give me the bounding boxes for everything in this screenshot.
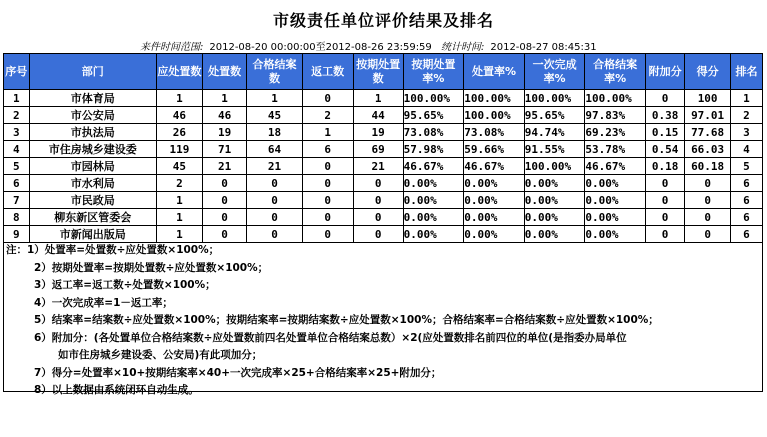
table-cell: 0 xyxy=(302,175,353,192)
table-cell: 46.67% xyxy=(403,158,464,175)
column-header: 得分 xyxy=(685,54,731,90)
table-header-row xyxy=(4,54,763,90)
table-cell: 0 xyxy=(247,175,302,192)
table-row xyxy=(4,192,763,209)
table-cell: 0.00% xyxy=(403,226,464,243)
table-cell: 71 xyxy=(202,141,247,158)
table-cell: 100.00% xyxy=(403,90,464,107)
table-cell: 46.67% xyxy=(585,158,646,175)
table-cell: 0 xyxy=(302,90,353,107)
table-cell: 45 xyxy=(247,107,302,124)
table-cell: 0.00% xyxy=(585,226,646,243)
table-cell: 77.68 xyxy=(685,124,731,141)
table-cell: 0 xyxy=(302,226,353,243)
table-cell: 100.00% xyxy=(524,90,585,107)
report-meta xyxy=(140,38,603,53)
table-cell: 59.66% xyxy=(464,141,525,158)
table-cell: 3 xyxy=(730,124,762,141)
table-cell: 4 xyxy=(730,141,762,158)
column-header: 序号 xyxy=(4,54,30,90)
table-cell: 5 xyxy=(730,158,762,175)
table-cell: 2 xyxy=(4,107,30,124)
table-row xyxy=(4,90,763,107)
column-header: 按期处置数 xyxy=(353,54,403,90)
table-cell: 0 xyxy=(247,226,302,243)
table-cell: 6 xyxy=(730,192,762,209)
table-cell: 53.78% xyxy=(585,141,646,158)
table-cell: 45 xyxy=(157,158,203,175)
table-cell: 1 xyxy=(157,90,203,107)
notes-panel xyxy=(3,242,763,396)
table-cell: 1 xyxy=(353,90,403,107)
table-cell: 46 xyxy=(157,107,203,124)
note-line: 6）附加分：(各处置单位合格结案数÷应处置数前四名处置单位合格结案总数）×2(应处置数排名前四位的单位(是指委办局单位 xyxy=(34,331,627,344)
table-cell: 66.03 xyxy=(685,141,731,158)
table-cell: 60.18 xyxy=(685,158,731,175)
table-cell: 0.00% xyxy=(524,175,585,192)
department-cell: 市公安局 xyxy=(29,107,157,124)
table-cell: 100.00% xyxy=(524,158,585,175)
table-cell: 6 xyxy=(4,175,30,192)
department-cell: 市民政局 xyxy=(29,192,157,209)
time-range-label: 来件时间范围: xyxy=(140,42,204,53)
table-cell: 95.65% xyxy=(403,107,464,124)
table-cell: 8 xyxy=(4,209,30,226)
table-cell: 0 xyxy=(353,175,403,192)
table-cell: 0 xyxy=(685,209,731,226)
note-line: 2）按期处置率=按期处置数÷应处置数×100%； xyxy=(34,261,269,274)
table-cell: 2 xyxy=(730,107,762,124)
note-line: 7）得分=处置率×10+按期结案率×40+一次完成率×25+合格结案率×25+附加分； xyxy=(34,366,442,379)
table-cell: 73.08% xyxy=(403,124,464,141)
table-cell: 46 xyxy=(202,107,247,124)
table-cell: 0.00% xyxy=(403,192,464,209)
table-cell: 5 xyxy=(4,158,30,175)
table-cell: 0 xyxy=(353,209,403,226)
table-cell: 0 xyxy=(302,209,353,226)
table-cell: 1 xyxy=(4,90,30,107)
note-line: 注：1）处置率=处置数÷应处置数×100%； xyxy=(6,244,220,256)
report-title: 市级责任单位评价结果及排名 xyxy=(272,11,494,30)
table-cell: 0.00% xyxy=(403,175,464,192)
column-header: 一次完成率% xyxy=(524,54,585,90)
table-cell: 0.15 xyxy=(645,124,684,141)
note-line: 5）结案率=结案数÷应处置数×100%；按期结案率=按期结案数÷应处置数×100%；合格结案率=合格结案数÷应处置数×100%； xyxy=(34,314,659,326)
table-cell: 0.00% xyxy=(585,209,646,226)
table-cell: 19 xyxy=(202,124,247,141)
note-line: 3）返工率=返工数÷处置数×100%； xyxy=(34,279,216,291)
table-cell: 0.00% xyxy=(403,209,464,226)
column-header: 返工数 xyxy=(302,54,353,90)
table-cell: 0.00% xyxy=(524,226,585,243)
table-cell: 2 xyxy=(157,175,203,192)
table-cell: 0 xyxy=(353,226,403,243)
table-cell: 0 xyxy=(202,192,247,209)
column-header: 附加分 xyxy=(645,54,684,90)
table-cell: 0.00% xyxy=(524,192,585,209)
table-cell: 0 xyxy=(302,192,353,209)
department-cell: 市新闻出版局 xyxy=(29,226,157,243)
note-line: 如市住房城乡建设委、公安局)有此项加分； xyxy=(58,349,263,361)
table-row xyxy=(4,141,763,158)
time-range-value: 2012-08-20 00:00:00至2012-08-26 23:59:59 xyxy=(209,42,432,53)
department-cell: 市住房城乡建设委 xyxy=(29,141,157,158)
table-cell: 18 xyxy=(247,124,302,141)
table-row xyxy=(4,107,763,124)
table-cell: 57.98% xyxy=(403,141,464,158)
column-header: 合格结案数 xyxy=(247,54,302,90)
stat-time-label: 统计时间: xyxy=(440,42,485,53)
table-row xyxy=(4,226,763,243)
table-cell: 69 xyxy=(353,141,403,158)
note-line: 8）以上数据由系统闭环自动生成。 xyxy=(34,384,199,396)
table-cell: 21 xyxy=(202,158,247,175)
table-cell: 0.00% xyxy=(464,226,525,243)
table-row xyxy=(4,209,763,226)
table-cell: 0.00% xyxy=(585,175,646,192)
table-cell: 0 xyxy=(202,226,247,243)
column-header: 处置率% xyxy=(464,54,525,90)
department-cell: 市体育局 xyxy=(29,90,157,107)
table-row xyxy=(4,158,763,175)
table-row xyxy=(4,175,763,192)
department-cell: 柳东新区管委会 xyxy=(29,209,157,226)
table-cell: 0 xyxy=(645,175,684,192)
department-cell: 市水利局 xyxy=(29,175,157,192)
column-header: 部门 xyxy=(29,54,157,90)
table-cell: 1 xyxy=(730,90,762,107)
table-cell: 0 xyxy=(302,158,353,175)
table-body xyxy=(4,90,763,243)
table-cell: 6 xyxy=(302,141,353,158)
table-cell: 7 xyxy=(4,192,30,209)
table-cell: 0 xyxy=(645,192,684,209)
department-cell: 市园林局 xyxy=(29,158,157,175)
table-cell: 64 xyxy=(247,141,302,158)
table-cell: 0 xyxy=(685,192,731,209)
table-cell: 0 xyxy=(202,209,247,226)
table-cell: 0.54 xyxy=(645,141,684,158)
table-cell: 1 xyxy=(157,192,203,209)
table-cell: 0 xyxy=(685,175,731,192)
table-cell: 6 xyxy=(730,175,762,192)
table-cell: 6 xyxy=(730,226,762,243)
column-header: 应处置数 xyxy=(157,54,203,90)
table-cell: 2 xyxy=(302,107,353,124)
table-cell: 0.38 xyxy=(645,107,684,124)
table-cell: 0.00% xyxy=(464,209,525,226)
table-cell: 1 xyxy=(157,209,203,226)
table-cell: 97.83% xyxy=(585,107,646,124)
column-header: 合格结案率% xyxy=(585,54,646,90)
table-cell: 19 xyxy=(353,124,403,141)
table-cell: 100.00% xyxy=(464,90,525,107)
table-cell: 0.00% xyxy=(585,192,646,209)
table-cell: 0 xyxy=(247,209,302,226)
table-cell: 6 xyxy=(730,209,762,226)
table-cell: 0 xyxy=(247,192,302,209)
stat-time-value: 2012-08-27 08:45:31 xyxy=(490,42,597,53)
table-cell: 0 xyxy=(353,192,403,209)
table-cell: 0 xyxy=(202,175,247,192)
table-cell: 97.01 xyxy=(685,107,731,124)
table-cell: 119 xyxy=(157,141,203,158)
table-cell: 95.65% xyxy=(524,107,585,124)
table-cell: 21 xyxy=(353,158,403,175)
table-cell: 0 xyxy=(645,226,684,243)
note-line: 4）一次完成率=1－返工率； xyxy=(34,296,173,309)
column-header: 排名 xyxy=(730,54,762,90)
table-cell: 1 xyxy=(302,124,353,141)
table-cell: 26 xyxy=(157,124,203,141)
table-cell: 9 xyxy=(4,226,30,243)
table-cell: 1 xyxy=(202,90,247,107)
table-cell: 0.00% xyxy=(464,175,525,192)
table-cell: 100.00% xyxy=(464,107,525,124)
table-cell: 46.67% xyxy=(464,158,525,175)
table-cell: 0.18 xyxy=(645,158,684,175)
table-cell: 4 xyxy=(4,141,30,158)
table-cell: 0.00% xyxy=(524,209,585,226)
table-cell: 0.00% xyxy=(464,192,525,209)
table-cell: 69.23% xyxy=(585,124,646,141)
table-cell: 1 xyxy=(157,226,203,243)
table-cell: 73.08% xyxy=(464,124,525,141)
table-cell: 100.00% xyxy=(585,90,646,107)
table-row xyxy=(4,124,763,141)
column-header: 按期处置率% xyxy=(403,54,464,90)
table-cell: 3 xyxy=(4,124,30,141)
table-cell: 0 xyxy=(645,209,684,226)
table-cell: 44 xyxy=(353,107,403,124)
column-header: 处置数 xyxy=(202,54,247,90)
department-cell: 市执法局 xyxy=(29,124,157,141)
table-cell: 0 xyxy=(685,226,731,243)
table-cell: 21 xyxy=(247,158,302,175)
table-cell: 100 xyxy=(685,90,731,107)
table-cell: 0 xyxy=(645,90,684,107)
table-cell: 1 xyxy=(247,90,302,107)
table-cell: 91.55% xyxy=(524,141,585,158)
evaluation-table xyxy=(3,53,763,243)
table-cell: 94.74% xyxy=(524,124,585,141)
